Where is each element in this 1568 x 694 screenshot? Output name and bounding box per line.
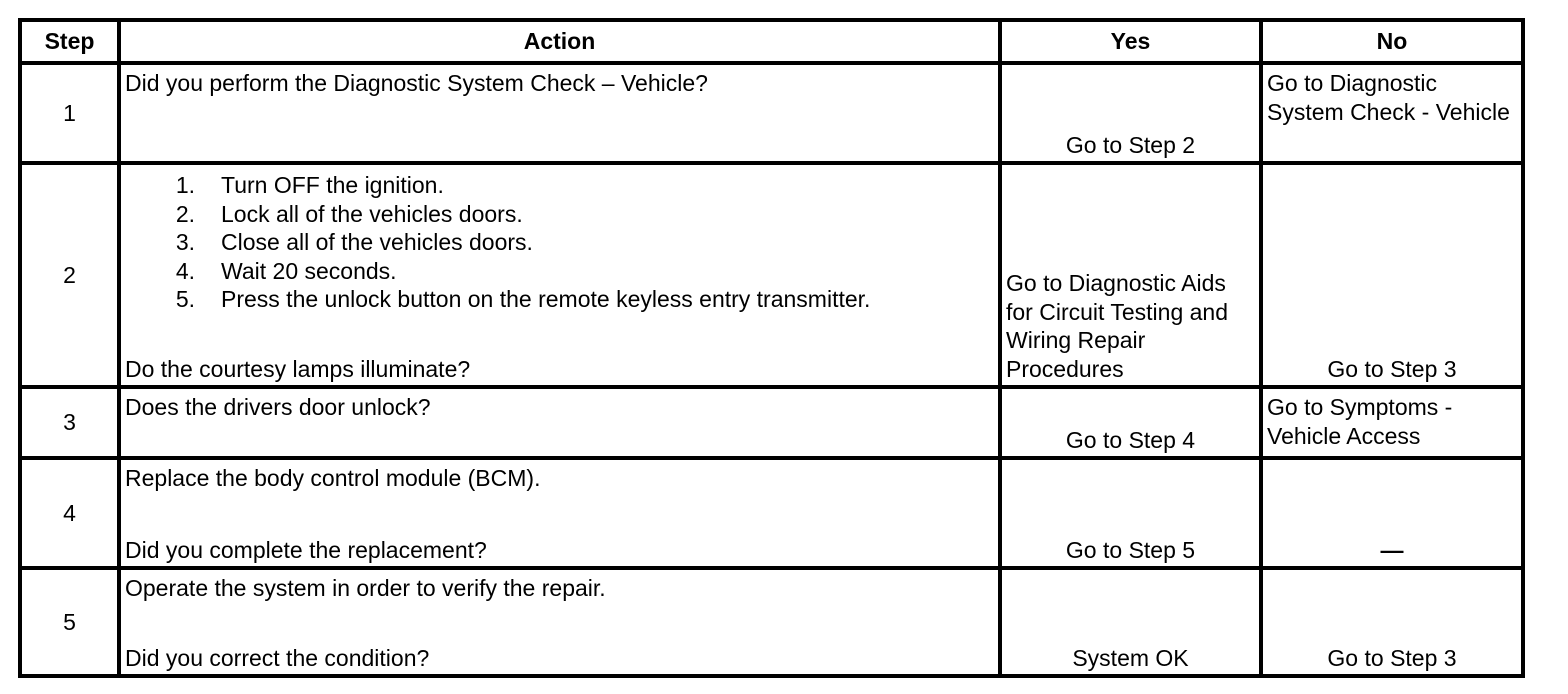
action-question: Do the courtesy lamps illuminate? xyxy=(125,355,471,382)
table-row xyxy=(20,387,1523,458)
no-dash: — xyxy=(1380,536,1404,563)
yes-cell: Go to Step 5 xyxy=(1000,458,1261,568)
yes-cell: Go to Diagnostic Aids for Circuit Testing and Wiring Repair Procedures xyxy=(1000,163,1261,387)
table-row xyxy=(20,568,1523,676)
procedure-list xyxy=(125,165,994,314)
yes-cell: System OK xyxy=(1000,568,1261,676)
list-item xyxy=(125,285,994,314)
header-yes: Yes xyxy=(1000,20,1261,63)
list-item-number: 2. xyxy=(175,200,195,227)
action-text: Replace the body control module (BCM). xyxy=(125,465,541,491)
header-row xyxy=(20,20,1523,63)
header-no: No xyxy=(1261,20,1523,63)
list-item-text: Press the unlock button on the remote keyless entry transmitter. xyxy=(221,286,871,312)
action-question: Did you correct the condition? xyxy=(125,644,430,671)
step-number: 4 xyxy=(20,458,119,568)
action-text: Operate the system in order to verify the repair. xyxy=(125,575,606,601)
list-item-text: Turn OFF the ignition. xyxy=(221,172,444,198)
action-cell xyxy=(119,387,1000,458)
yes-cell: Go to Step 4 xyxy=(1000,387,1261,458)
step-number: 5 xyxy=(20,568,119,676)
no-cell: Go to Symptoms - Vehicle Access xyxy=(1261,387,1523,458)
list-item-number: 5. xyxy=(175,286,195,312)
table-row xyxy=(20,163,1523,387)
list-item-text: Lock all of the vehicles doors. xyxy=(221,200,523,227)
list-item-number: 4. xyxy=(175,257,195,284)
action-text: Does the drivers door unlock? xyxy=(125,394,431,420)
action-cell xyxy=(119,63,1000,163)
action-text: Did you perform the Diagnostic System Check – Vehicle? xyxy=(125,70,708,96)
header-action: Action xyxy=(119,20,1000,63)
no-cell xyxy=(1261,458,1523,568)
action-cell xyxy=(119,458,1000,568)
step-number: 1 xyxy=(20,63,119,163)
list-item xyxy=(125,257,994,286)
list-item-text: Close all of the vehicles doors. xyxy=(221,229,533,255)
no-cell: Go to Step 3 xyxy=(1261,568,1523,676)
action-cell xyxy=(119,163,1000,387)
list-item-text: Wait 20 seconds. xyxy=(221,257,397,284)
yes-cell: Go to Step 2 xyxy=(1000,63,1261,163)
list-item xyxy=(125,200,994,229)
no-cell: Go to Diagnostic System Check - Vehicle xyxy=(1261,63,1523,163)
step-number: 3 xyxy=(20,387,119,458)
header-step: Step xyxy=(20,20,119,63)
action-question: Did you complete the replacement? xyxy=(125,536,487,563)
step-number: 2 xyxy=(20,163,119,387)
action-cell xyxy=(119,568,1000,676)
list-item xyxy=(125,171,994,200)
list-item xyxy=(125,228,994,257)
diagnostic-table xyxy=(18,18,1525,678)
table-row xyxy=(20,458,1523,568)
no-cell: Go to Step 3 xyxy=(1261,163,1523,387)
list-item-number: 3. xyxy=(175,229,195,255)
table-row xyxy=(20,63,1523,163)
list-item-number: 1. xyxy=(175,172,195,198)
